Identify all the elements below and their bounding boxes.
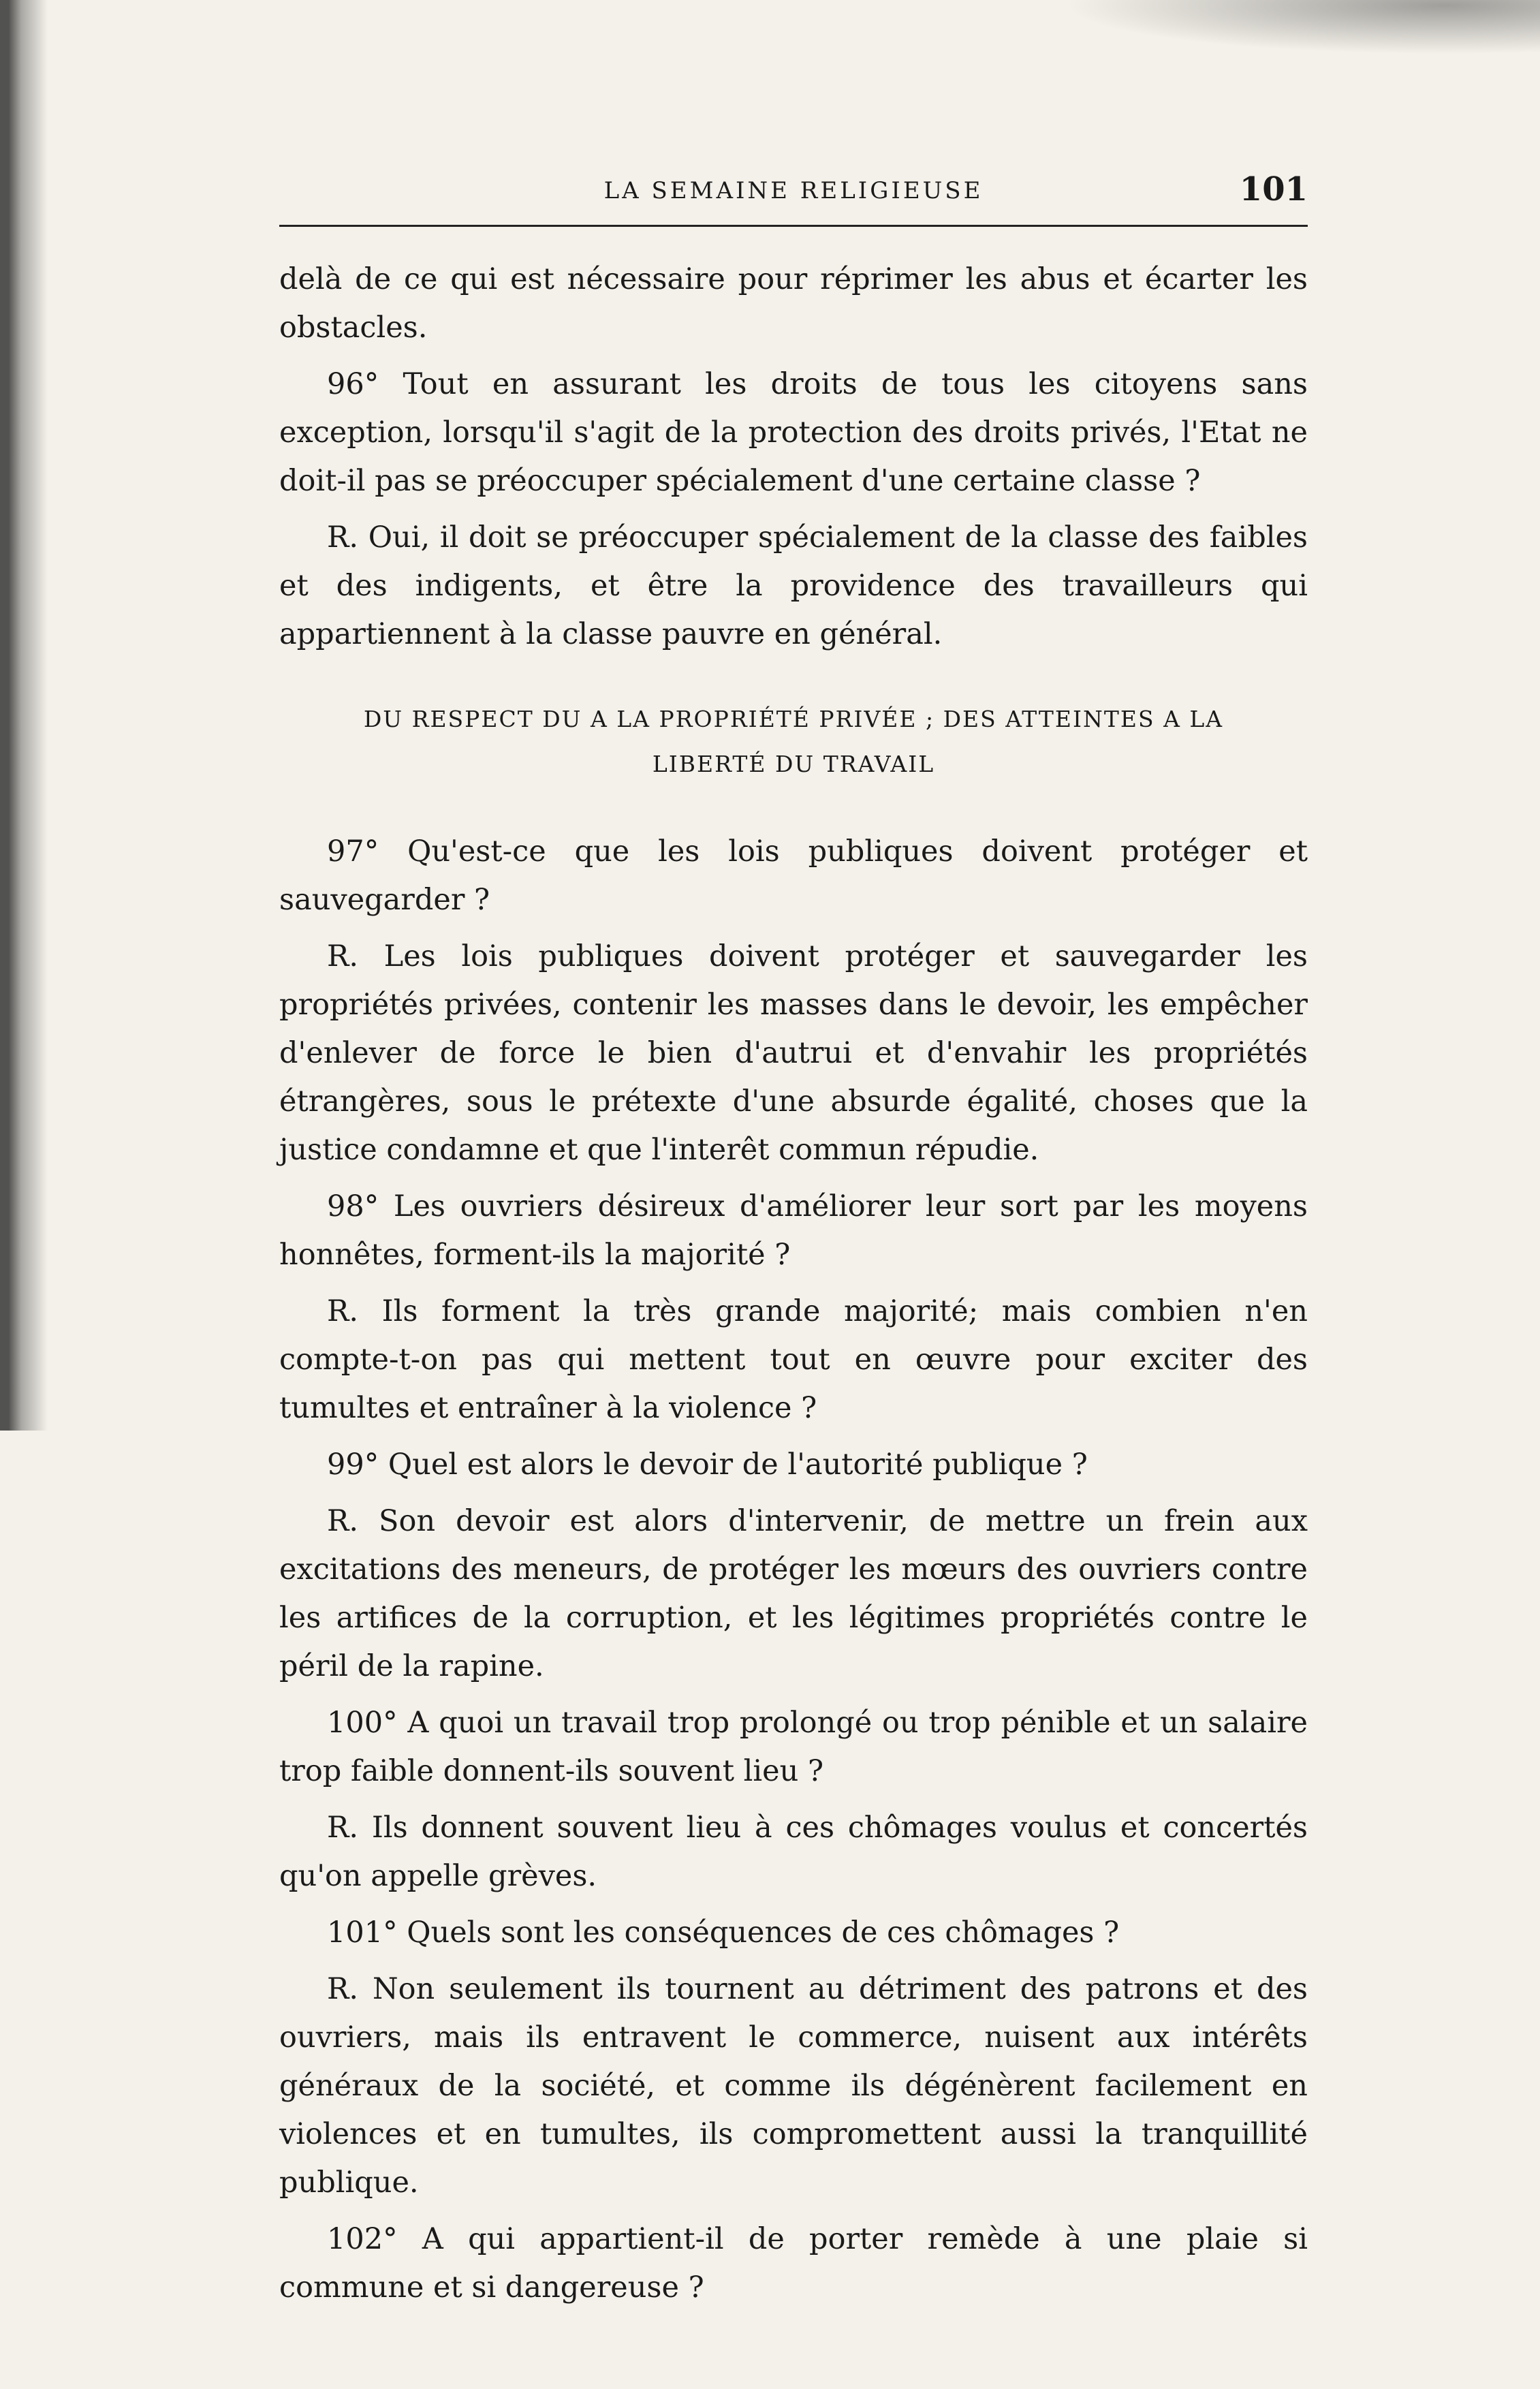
answer-96: R. Oui, il doit se préoccuper spécialement de la classe des faibles et des indigents, et être la providence des travailleurs qui appartiennent à la classe pauvre en général. <box>279 520 1308 651</box>
question-96: 96° Tout en assurant les droits de tous les citoyens sans exception, lorsqu'il s'agit de la protection des droits privés, l'Etat ne doit-il pas se préoccuper spécialement d'une certaine classe ? <box>279 367 1308 498</box>
answer-101: R. Non seulement ils tournent au détriment des patrons et des ouvriers, mais ils entravent le commerce, nuisent aux intérêts généraux de la société, et comme ils dégénèrent facilement en violences et en tumultes, ils compromettent aussi la tranquillité publique. <box>279 1972 1308 2200</box>
running-header <box>279 170 1308 227</box>
question-102: 102° A qui appartient-il de porter remède à une plaie si commune et si dangereuse ? <box>279 2222 1308 2305</box>
answer-99: R. Son devoir est alors d'intervenir, de mettre un frein aux excitations des meneurs, de protéger les mœurs des ouvriers contre les artifices de la corruption, et les légitimes propriétés contre le péril de la rapine. <box>279 1504 1308 1683</box>
question-98: 98° Les ouvriers désireux d'améliorer leur sort par les moyens honnêtes, forment-ils la majorité ? <box>279 1189 1308 1272</box>
section-heading-line-2: LIBERTÉ DU TRAVAIL <box>652 751 935 777</box>
answer-98: R. Ils forment la très grande majorité; mais combien n'en compte-t-on pas qui mettent tout en œuvre pour exciter des tumultes et entraîner à la violence ? <box>279 1294 1308 1425</box>
running-title: LA SEMAINE RELIGIEUSE <box>603 177 984 204</box>
section-heading-line-1: DU RESPECT DU A LA PROPRIÉTÉ PRIVÉE ; DES ATTEINTES A LA <box>363 706 1224 732</box>
page-number: 101 <box>1239 170 1308 208</box>
question-99: 99° Quel est alors le devoir de l'autorité publique ? <box>327 1448 1088 1482</box>
question-100: 100° A quoi un travail trop prolongé ou trop pénible et un salaire trop faible donnent-ils souvent lieu ? <box>279 1706 1308 1788</box>
scan-binding-shadow <box>0 0 48 1431</box>
answer-97: R. Les lois publiques doivent protéger et sauvegarder les propriétés privées, contenir les masses dans le devoir, les empêcher d'enlever de force le bien d'autrui et d'envahir les propriétés étrangères, sous le prétexte d'une absurde égalité, choses que la justice condamne et que l'interêt commun répudie. <box>279 939 1308 1167</box>
scan-ink-smudge <box>1063 0 1540 54</box>
question-101: 101° Quels sont les conséquences de ces chômages ? <box>327 1916 1120 1950</box>
paragraph-continuation: delà de ce qui est nécessaire pour réprimer les abus et écarter les obstacles. <box>279 262 1308 345</box>
page-body <box>279 255 1308 2312</box>
book-page <box>279 170 1308 2320</box>
question-97: 97° Qu'est-ce que les lois publiques doivent protéger et sauvegarder ? <box>279 834 1308 917</box>
section-heading <box>279 697 1308 787</box>
answer-100: R. Ils donnent souvent lieu à ces chômages voulus et concertés qu'on appelle grèves. <box>279 1811 1308 1893</box>
